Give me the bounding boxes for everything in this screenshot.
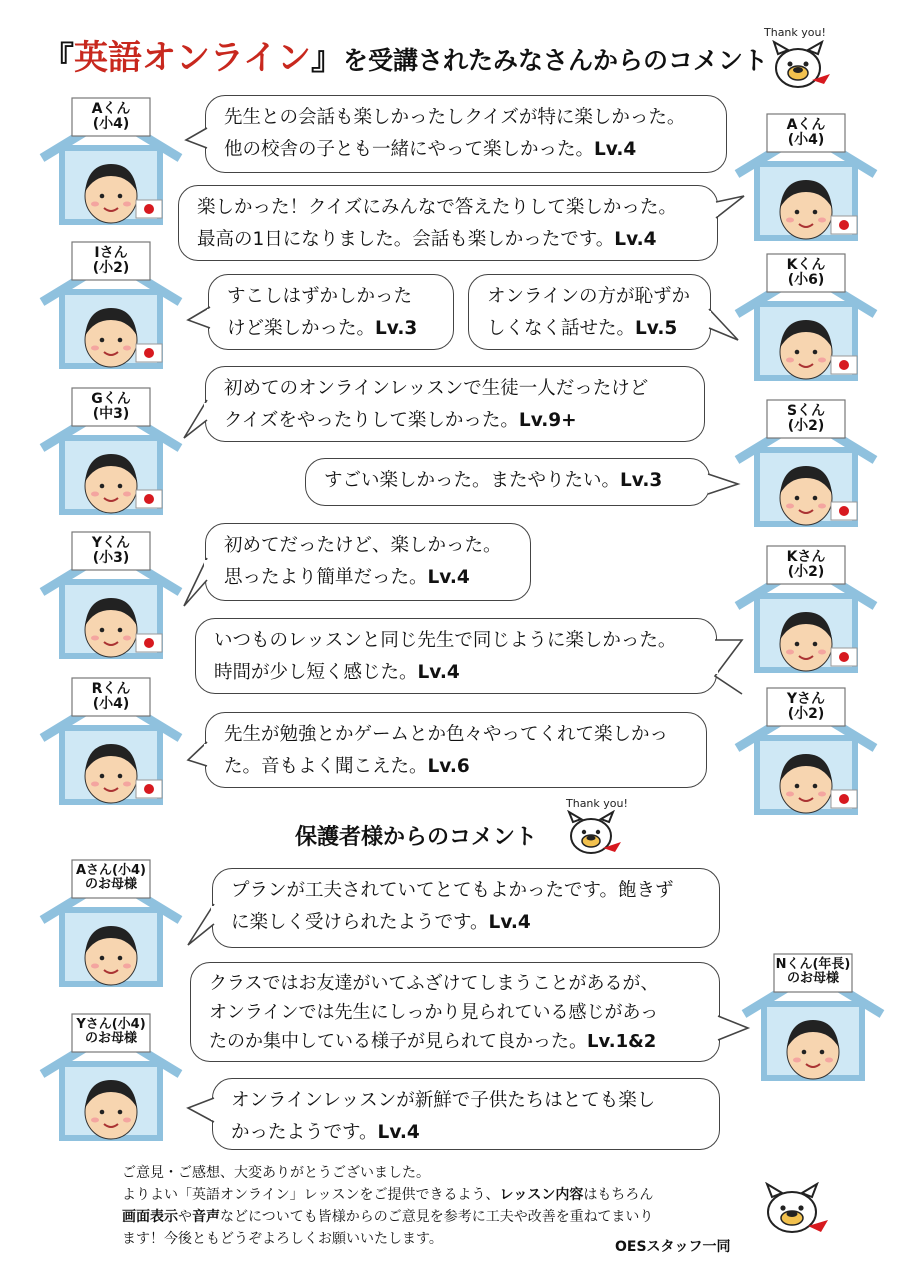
footer-message: ご意見・ご感想、大変ありがとうございました。 よりよい「英語オンライン」レッスンをご提供できるよう、レッスン内容はもちろん 画面表示や音声などについても皆様からのご意見を参考に工夫や改善を重ねてまいり ます！今後ともどうぞよろしくお願いいたします。: [122, 1165, 654, 1247]
student-avatar-house: [733, 398, 879, 548]
child-face-icon: [780, 180, 832, 239]
dog-mascot-icon: [563, 810, 625, 862]
japan-flag-icon: [831, 790, 857, 808]
avatar-name-label: Kくん (小6): [786, 257, 826, 288]
comment-bubble: すこしはずかしかった けど楽しかった。Lv.3: [208, 274, 454, 350]
child-face-icon: [85, 164, 137, 223]
student-avatar-house: [38, 530, 184, 680]
child-face-icon: [85, 598, 137, 657]
comment-bubble: 初めてのオンラインレッスンで生徒一人だったけど クイズをやったりして楽しかった。Lv.9+: [205, 366, 705, 442]
child-face-icon: [780, 754, 832, 813]
parent-comment-bubble: オンラインレッスンが新鮮で子供たちはとても楽し かったようです。Lv.4: [212, 1078, 720, 1150]
student-avatar-house: [38, 676, 184, 826]
student-avatar-house: [733, 112, 879, 262]
parents-section-title: 保護者様からのコメント: [295, 825, 538, 850]
japan-flag-icon: [136, 490, 162, 508]
japan-flag-icon: [831, 356, 857, 374]
student-avatar-house: [733, 686, 879, 836]
child-face-icon: [85, 454, 137, 513]
level-label: Lv.1&2: [587, 1031, 657, 1052]
parent-comment-bubble: クラスではお友達がいてふざけてしまうことがあるが、 オンラインでは先生にしっかり見られている感じがあっ たのか集中している様子が見られて良かった。Lv.1&2: [190, 962, 720, 1062]
avatar-name-label: Sくん (小2): [786, 403, 826, 434]
comment-bubble: オンラインの方が恥ずか しくなく話せた。Lv.5: [468, 274, 711, 350]
title-highlight: 英語オンライン: [74, 38, 311, 78]
comment-bubble: 楽しかった！クイズにみんなで答えたりして楽しかった。 最高の1日になりました。会話も楽しかったです。Lv.4: [178, 185, 718, 261]
child-face-icon: [85, 1080, 137, 1139]
japan-flag-icon: [136, 634, 162, 652]
child-face-icon: [780, 466, 832, 525]
child-face-icon: [85, 926, 137, 985]
avatar-name-label: Yさん (小2): [786, 691, 826, 722]
level-label: Lv.3: [375, 318, 418, 339]
comment-bubble: いつものレッスンと同じ先生で同じように楽しかった。 時間が少し短く感じた。Lv.4: [195, 618, 717, 694]
avatar-name-label: Aくん (小4): [786, 117, 826, 148]
level-label: Lv.5: [635, 318, 678, 339]
comment-bubble: 先生が勉強とかゲームとか色々やってくれて楽しかっ た。音もよく聞こえた。Lv.6: [205, 712, 707, 788]
child-face-icon: [787, 1020, 839, 1079]
avatar-name-label: Aさん(小4) のお母様: [76, 863, 146, 892]
page-title: 『英語オンライン』を受講されたみなさんからのコメント: [42, 38, 769, 78]
child-face-icon: [85, 744, 137, 803]
student-avatar-house: [733, 544, 879, 694]
level-label: Lv.9+: [518, 410, 577, 431]
parent-comment-bubble: プランが工夫されていてとてもよかったです。飽きず に楽しく受けられたようです。Lv.4: [212, 868, 720, 948]
japan-flag-icon: [136, 344, 162, 362]
parent-avatar-house: [38, 858, 184, 1008]
level-label: Lv.4: [417, 662, 460, 683]
thank-you-label: Thank you!: [566, 797, 628, 810]
japan-flag-icon: [136, 200, 162, 218]
child-face-icon: [780, 320, 832, 379]
parent-avatar-house: [38, 1012, 184, 1162]
student-avatar-house: [38, 240, 184, 390]
japan-flag-icon: [136, 780, 162, 798]
level-label: Lv.4: [614, 229, 657, 250]
avatar-name-label: Iさん (小2): [92, 245, 130, 276]
avatar-name-label: Yさん(小4) のお母様: [76, 1017, 146, 1046]
level-label: Lv.4: [594, 139, 637, 160]
japan-flag-icon: [831, 648, 857, 666]
avatar-name-label: Rくん (小4): [91, 681, 131, 712]
level-label: Lv.4: [377, 1122, 420, 1143]
student-avatar-house: [733, 252, 879, 402]
comment-bubble: 先生との会話も楽しかったしクイズが特に楽しかった。 他の校舎の子とも一緒にやって楽しかった。Lv.4: [205, 95, 727, 173]
child-face-icon: [780, 612, 832, 671]
student-avatar-house: [38, 386, 184, 536]
level-label: Lv.3: [620, 470, 663, 491]
japan-flag-icon: [831, 216, 857, 234]
dog-mascot-icon: [760, 1182, 832, 1244]
comment-bubble: 初めてだったけど、楽しかった。 思ったより簡単だった。Lv.4: [205, 523, 531, 601]
level-label: Lv.6: [427, 756, 470, 777]
dog-mascot-icon: [768, 40, 838, 96]
avatar-name-label: Gくん (中3): [91, 391, 131, 422]
level-label: Lv.4: [427, 567, 470, 588]
child-face-icon: [85, 308, 137, 367]
thank-you-label: Thank you!: [764, 26, 826, 39]
staff-signature: OESスタッフ一同: [615, 1239, 731, 1255]
avatar-name-label: Nくん(年長) のお母様: [775, 957, 851, 986]
parent-avatar-house: [740, 952, 886, 1102]
avatar-name-label: Yくん (小3): [91, 535, 131, 566]
japan-flag-icon: [831, 502, 857, 520]
student-avatar-house: [38, 96, 184, 246]
level-label: Lv.4: [488, 912, 531, 933]
comment-bubble: すごい楽しかった。またやりたい。Lv.3: [305, 458, 710, 506]
avatar-name-label: Kさん (小2): [786, 549, 826, 580]
avatar-name-label: Aくん (小4): [91, 101, 131, 132]
